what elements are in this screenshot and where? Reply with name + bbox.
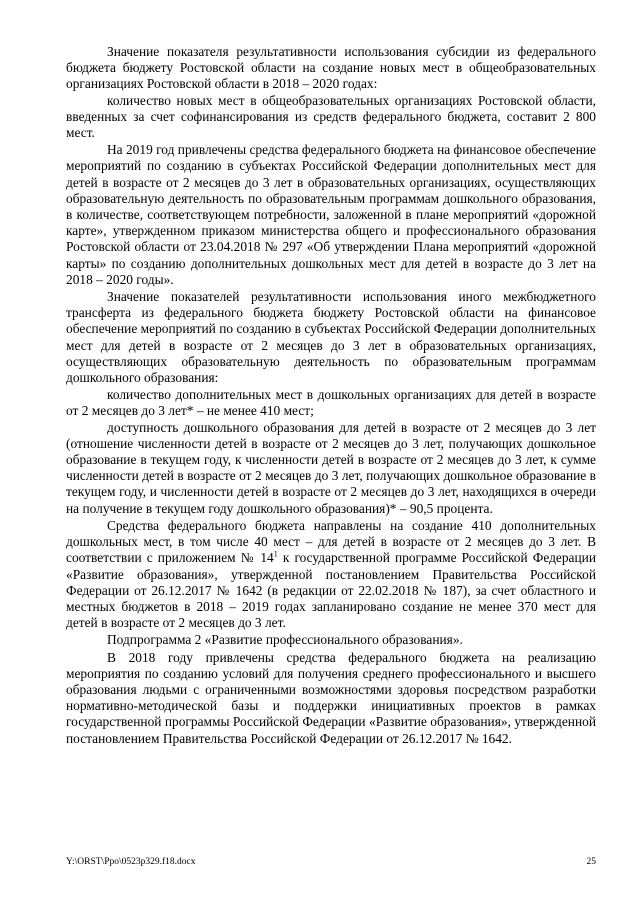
paragraph: Значение показателей результативности использования иного межбюджетного трансферта из федерального бюджета бюджету Ростовской области на финансовое обеспечение мероприятий по созданию в субъектах Российской Федерации дополнительных мест для детей в возрасте от 2 месяцев до 3 лет в образовательных организациях, осуществляющих образовательную деятельность по образовательным программам дошкольного образования: [66,289,596,386]
paragraph: количество новых мест в общеобразовательных организациях Ростовской области, введенных за счет софинансирования из средств федерального бюджета, составит 2 800 мест. [66,92,596,141]
file-path: Y:\ORST\Ppo\0523p329.f18.docx [66,857,196,867]
paragraph: доступность дошкольного образования для детей в возрасте от 2 месяцев до 3 лет (отношение численности детей в возрасте от 2 месяцев до 3 лет, получающих дошкольное образование в текущем году, к численности детей в возрасте от 2 месяцев до 3 лет, к сумме численности детей в возрасте от 2 месяцев до 3 лет, получающих дошкольное образование в текущем году, и численности детей в возрасте от 2 месяцев до 3 лет, находящихся в очереди на получение в текущем году дошкольного образования)* – 90,5 процента. [66,419,596,516]
paragraph: количество дополнительных мест в дошкольных организациях для детей в возрасте от 2 месяцев до 3 лет* – не менее 410 мест; [66,387,596,419]
paragraph-text: Средства федерального бюджета направлены на создание 410 дополнительных дошкольных мест, в том числе 40 мест – для детей в возрасте от 2 месяцев до 3 лет. В соответствии с приложением № 14 [66,517,596,566]
paragraph: Подпрограмма 2 «Развитие профессионального образования». [107,632,463,648]
paragraph: В 2018 году привлечены средства федерального бюджета на реализацию мероприятия по созданию условий для получения среднего профессионального и высшего образования людьми с ограниченными возможностями здоровья посредством разработки нормативно-методической базы и поддержки инициативных проектов в рамках государственной программы Российской Федерации «Развитие образования», утвержденной постановлением Правительства Российской Федерации от 26.12.2017 № 1642. [66,649,596,746]
paragraph: На 2019 год привлечены средства федерального бюджета на финансовое обеспечение мероприятий по созданию в субъектах Российской Федерации дополнительных мест для детей в возрасте от 2 месяцев до 3 лет в образовательных организациях, осуществляющих образовательную деятельность по образовательным программам дошкольного образования, в количестве, соответствующем потребности, заложенной в плане мероприятий «дорожной карте», утвержденном приказом министерства общего и профессионального образования Ростовской области от 23.04.2018 № 297 «Об утверждении Плана мероприятий «дорожной карты» по созданию дополнительных дошкольных мест для детей в возрасте до 3 лет на 2018 – 2020 годы». [66,142,596,287]
paragraph [66,518,596,631]
paragraph-text: к государственной программе Российской Федерации «Развитие образования», утвержденной постановлением Правительства Российской Федерации от 26.12.2017 № 1642 (в редакции от 22.02.2018 № 187), за счет областного и местных бюджетов в 2018 – 2019 годах запланировано создание не менее 370 мест для детей в возрасте от 2 месяцев до 3 лет. [66,550,596,631]
page-number: 25 [586,857,596,867]
footnote-superscript: 1 [273,549,278,559]
paragraph: Значение показателя результативности использования субсидии из федерального бюджета бюджету Ростовской области на создание новых мест в общеобразовательных организациях Ростовской области в 2018 – 2020 годах: [66,44,596,92]
document-body [66,44,596,747]
